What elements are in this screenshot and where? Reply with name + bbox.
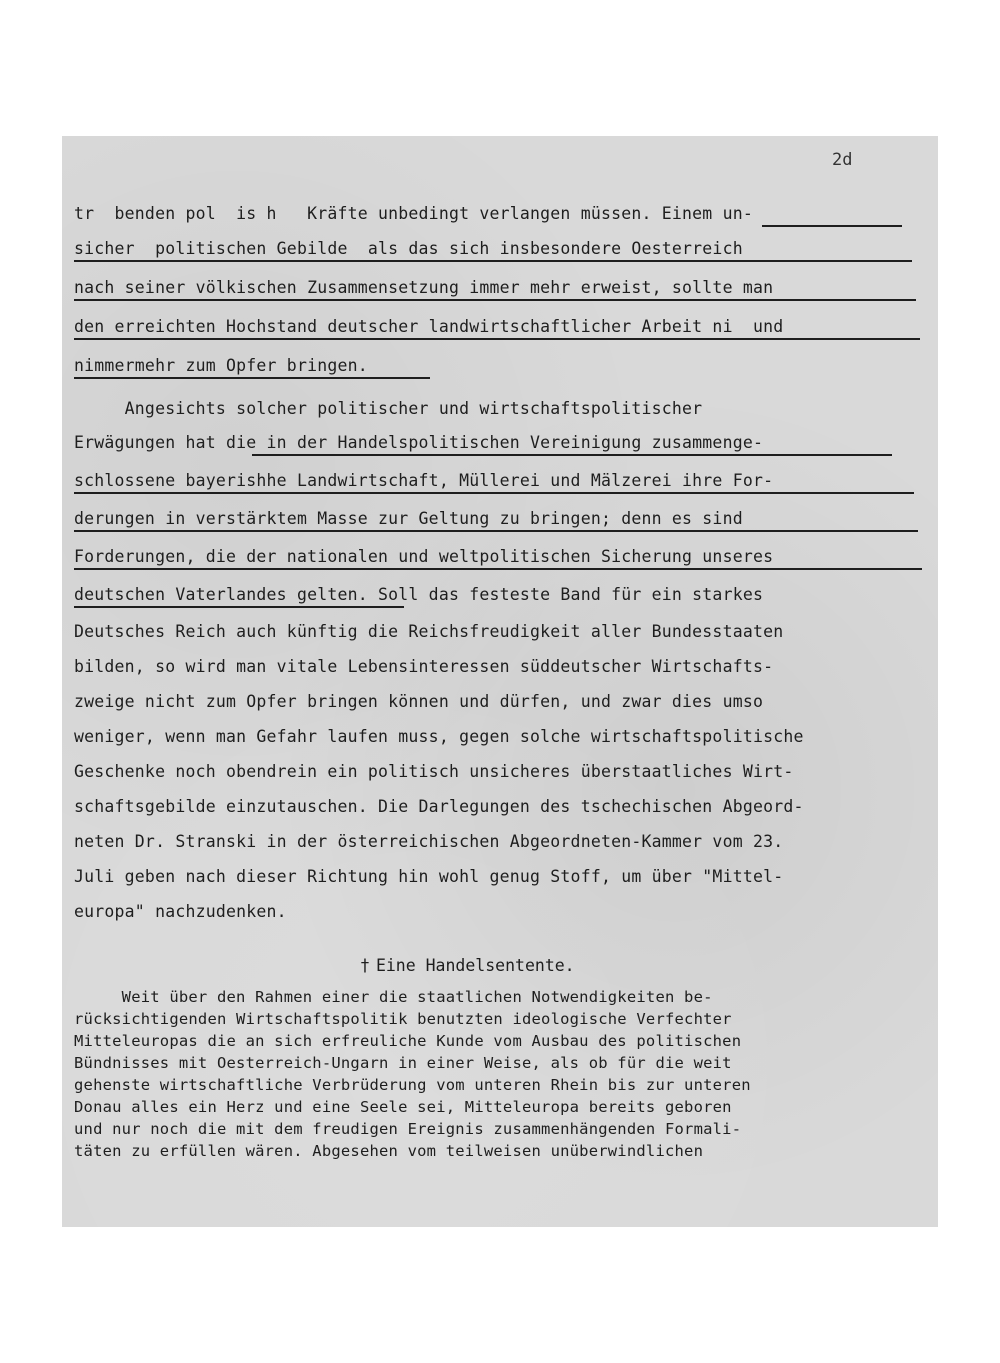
text-line: Mitteleuropas die an sich erfreuliche Kunde vom Ausbau des politischen	[74, 1032, 742, 1050]
text-line: derungen in verstärktem Masse zur Geltung zu bringen; denn es sind	[74, 509, 743, 528]
text-line: rücksichtigenden Wirtschaftspolitik benutzten ideologische Verfechter	[74, 1010, 732, 1028]
text-line: schlossene bayerishhe Landwirtschaft, Müllerei und Mälzerei ihre For-	[74, 471, 774, 490]
text-line: schaftsgebilde einzutauschen. Die Darlegungen des tschechischen Abgeord-	[74, 797, 804, 816]
underline	[74, 530, 918, 532]
underline	[74, 260, 912, 262]
text-line: sicher politischen Gebilde als das sich insbesondere Oesterreich	[74, 239, 743, 258]
text-line: nach seiner völkischen Zusammensetzung immer mehr erweist, sollte man	[74, 278, 774, 297]
text-line: und nur noch die mit dem freudigen Ereignis zusammenhängenden Formali-	[74, 1120, 742, 1138]
dagger-mark: †	[360, 956, 370, 975]
text-line: nimmermehr zum Opfer bringen.	[74, 356, 368, 375]
text-line: tr benden pol is h Kräfte unbedingt verlangen müssen. Einem un-	[74, 204, 753, 223]
underline	[74, 492, 914, 494]
underline	[762, 225, 902, 227]
text-line: zweige nicht zum Opfer bringen können und dürfen, und zwar dies umso	[74, 692, 764, 711]
text-line: deutschen Vaterlandes gelten. Soll das festeste Band für ein starkes	[74, 585, 764, 604]
text-line: den erreichten Hochstand deutscher landwirtschaftlicher Arbeit ni und	[74, 317, 784, 336]
text-line: bilden, so wird man vitale Lebensinteressen süddeutscher Wirtschafts-	[74, 657, 774, 676]
text-line: Erwägungen hat die in der Handelspolitischen Vereinigung zusammenge-	[74, 433, 764, 452]
underline	[74, 299, 916, 301]
text-line: Angesichts solcher politischer und wirtschaftspolitischer	[74, 399, 703, 418]
section-heading	[360, 956, 575, 975]
text-line: Bündnisses mit Oesterreich-Ungarn in einer Weise, als ob für die weit	[74, 1054, 732, 1072]
text-line: Weit über den Rahmen einer die staatlichen Notwendigkeiten be-	[74, 988, 713, 1006]
text-line: Geschenke noch obendrein ein politisch unsicheres überstaatliches Wirt-	[74, 762, 794, 781]
text-line: neten Dr. Stranski in der österreichischen Abgeordneten-Kammer vom 23.	[74, 832, 784, 851]
underline	[74, 377, 430, 379]
text-line: Donau alles ein Herz und eine Seele sei, Mitteleuropa bereits geboren	[74, 1098, 732, 1116]
underline	[252, 454, 892, 456]
section-heading-text: Eine Handelsentente.	[375, 956, 575, 975]
underline	[74, 338, 920, 340]
text-line: Deutsches Reich auch künftig die Reichsfreudigkeit aller Bundesstaaten	[74, 622, 784, 641]
text-line: Juli geben nach dieser Richtung hin wohl genug Stoff, um über "Mittel-	[74, 867, 784, 886]
text-line: gehenste wirtschaftliche Verbrüderung vom unteren Rhein bis zur unteren	[74, 1076, 751, 1094]
text-line: weniger, wenn man Gefahr laufen muss, gegen solche wirtschaftspolitische	[74, 727, 804, 746]
underline	[74, 606, 404, 608]
text-line: europa" nachzudenken.	[74, 902, 287, 921]
underline	[74, 568, 922, 570]
scanned-page	[62, 136, 938, 1227]
page-number: 2d	[832, 150, 853, 170]
text-line: täten zu erfüllen wären. Abgesehen vom teilweisen unüberwindlichen	[74, 1142, 704, 1160]
text-line: Forderungen, die der nationalen und weltpolitischen Sicherung unseres	[74, 547, 774, 566]
